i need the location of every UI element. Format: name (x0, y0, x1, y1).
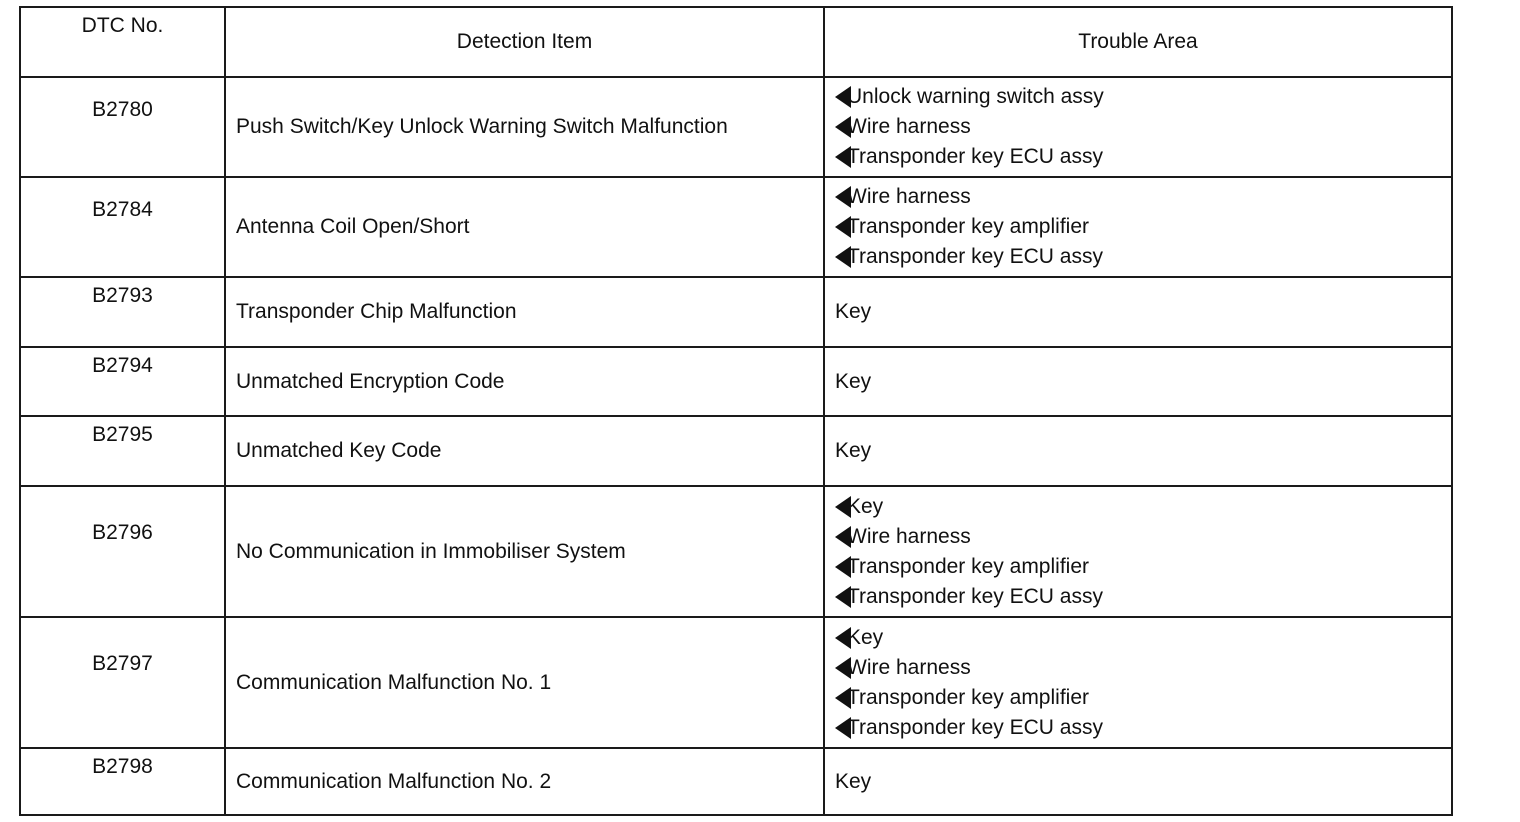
trouble-area-item: Transponder key ECU assy (835, 713, 1451, 743)
trouble-area-item: Wire harness (835, 182, 1451, 212)
trouble-area-item: Transponder key amplifier (835, 212, 1451, 242)
table-row (20, 277, 1452, 347)
table-row (20, 177, 1452, 277)
left-pointing-triangle-icon (835, 717, 851, 739)
detection-item: Push Switch/Key Unlock Warning Switch Malfunction (225, 77, 824, 177)
trouble-area-item: Transponder key ECU assy (835, 142, 1451, 172)
dtc-code: B2795 (20, 416, 225, 486)
trouble-area: Key (824, 277, 1452, 347)
trouble-area: Key (824, 416, 1452, 486)
trouble-area-item: Wire harness (835, 112, 1451, 142)
trouble-area-item: Key (835, 492, 1451, 522)
dtc-code: B2793 (20, 277, 225, 347)
left-pointing-triangle-icon (835, 556, 851, 578)
table-row (20, 77, 1452, 177)
detection-item: Communication Malfunction No. 1 (225, 617, 824, 748)
table-row (20, 347, 1452, 416)
dtc-table (19, 6, 1453, 816)
detection-item: Transponder Chip Malfunction (225, 277, 824, 347)
header-detection-item: Detection Item (225, 7, 824, 77)
trouble-area (824, 617, 1452, 748)
table-body (20, 77, 1452, 815)
left-pointing-triangle-icon (835, 146, 851, 168)
trouble-area-item: Transponder key amplifier (835, 683, 1451, 713)
left-pointing-triangle-icon (835, 496, 851, 518)
left-pointing-triangle-icon (835, 186, 851, 208)
dtc-code: B2798 (20, 748, 225, 815)
detection-item: No Communication in Immobiliser System (225, 486, 824, 617)
dtc-code: B2794 (20, 347, 225, 416)
table-row (20, 748, 1452, 815)
detection-item: Communication Malfunction No. 2 (225, 748, 824, 815)
table-row (20, 486, 1452, 617)
left-pointing-triangle-icon (835, 687, 851, 709)
table-row (20, 416, 1452, 486)
left-pointing-triangle-icon (835, 586, 851, 608)
table-row (20, 617, 1452, 748)
header-row (20, 7, 1452, 77)
detection-item: Unmatched Encryption Code (225, 347, 824, 416)
left-pointing-triangle-icon (835, 216, 851, 238)
left-pointing-triangle-icon (835, 116, 851, 138)
trouble-area-item: Transponder key amplifier (835, 552, 1451, 582)
dtc-code: B2784 (20, 177, 225, 277)
trouble-area-item: Key (835, 623, 1451, 653)
left-pointing-triangle-icon (835, 526, 851, 548)
detection-item: Unmatched Key Code (225, 416, 824, 486)
dtc-code: B2796 (20, 486, 225, 617)
left-pointing-triangle-icon (835, 657, 851, 679)
dtc-code: B2780 (20, 77, 225, 177)
left-pointing-triangle-icon (835, 86, 851, 108)
trouble-area-item: Wire harness (835, 653, 1451, 683)
header-dtc-no: DTC No. (20, 7, 225, 77)
detection-item: Antenna Coil Open/Short (225, 177, 824, 277)
trouble-area-item: Transponder key ECU assy (835, 242, 1451, 272)
trouble-area-item: Wire harness (835, 522, 1451, 552)
trouble-area (824, 177, 1452, 277)
trouble-area: Key (824, 748, 1452, 815)
trouble-area-item: Unlock warning switch assy (835, 82, 1451, 112)
trouble-area (824, 486, 1452, 617)
left-pointing-triangle-icon (835, 246, 851, 268)
trouble-area: Key (824, 347, 1452, 416)
left-pointing-triangle-icon (835, 627, 851, 649)
header-trouble-area: Trouble Area (824, 7, 1452, 77)
dtc-code: B2797 (20, 617, 225, 748)
trouble-area-item: Transponder key ECU assy (835, 582, 1451, 612)
trouble-area (824, 77, 1452, 177)
